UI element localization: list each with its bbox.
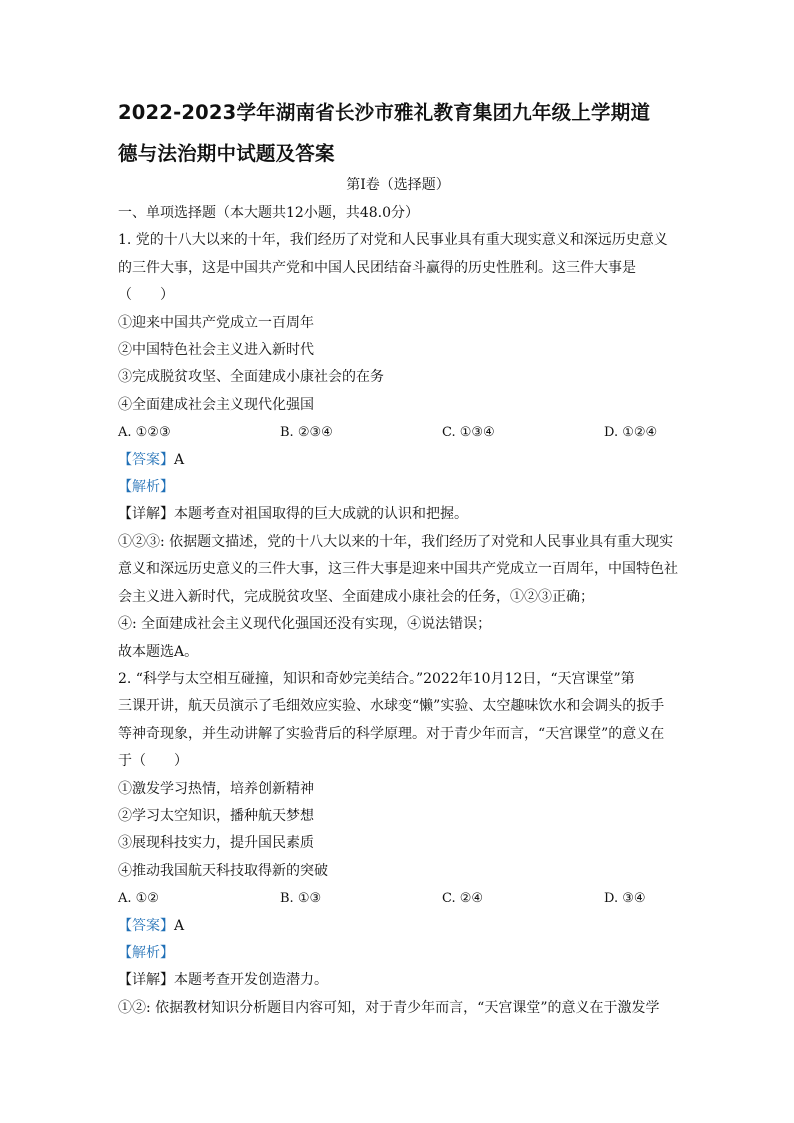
option-d: D. ③④ bbox=[604, 891, 646, 907]
answer-options bbox=[118, 885, 678, 912]
detail-line bbox=[118, 967, 678, 994]
answer-label: 【答案】 bbox=[118, 451, 174, 468]
question-stem-line: 的三件大事，这是中国共产党和中国人民团结奋斗赢得的历史性胜利。这三件大事是 bbox=[118, 259, 636, 276]
statement-item: ③展现科技实力，提升国民素质 bbox=[118, 835, 314, 852]
option-c: C. ②④ bbox=[442, 891, 484, 907]
answer-line bbox=[118, 447, 678, 474]
detail-line bbox=[118, 501, 678, 528]
option-b: B. ①③ bbox=[280, 891, 322, 907]
option-b: B. ②③④ bbox=[280, 425, 333, 441]
explanation-line: ①②③: 依据题文描述，党的十八大以来的十年，我们经历了对党和人民事业具有重大现实 bbox=[118, 533, 674, 550]
statement-item: ②学习太空知识，播种航天梦想 bbox=[118, 807, 314, 824]
statement-item: ①迎来中国共产党成立一百周年 bbox=[118, 314, 314, 331]
statement-item: ④全面建成社会主义现代化强国 bbox=[118, 396, 314, 413]
title-line-1: 2022-2023学年湖南省长沙市雅礼教育集团九年级上学期道 bbox=[118, 101, 651, 124]
question-stem-line: 等神奇现象，并生动讲解了实验背后的科学原理。对于青少年而言，“天宫课堂”的意义在 bbox=[118, 725, 665, 742]
question-stem-line: 三课开讲，航天员演示了毛细效应实验、水球变“懒”实验、太空趣味饮水和会调头的扳手 bbox=[118, 698, 665, 715]
option-c: C. ①③④ bbox=[442, 425, 495, 441]
statement-item: ③完成脱贫攻坚、全面建成小康社会的在务 bbox=[118, 369, 384, 386]
statement-item: ④推动我国航天科技取得新的突破 bbox=[118, 862, 328, 879]
explanation-line: 会主义进入新时代，完成脱贫攻坚、全面建成小康社会的任务，①②③正确； bbox=[118, 588, 594, 605]
analysis-label: 【解析】 bbox=[118, 479, 174, 496]
detail-label: 【详解】 bbox=[118, 972, 174, 989]
analysis-label: 【解析】 bbox=[118, 944, 174, 961]
answer-options bbox=[118, 419, 678, 446]
answer-line bbox=[118, 913, 678, 940]
statement-item: ①激发学习热情，培养创新精神 bbox=[118, 780, 314, 797]
question-1 bbox=[118, 227, 678, 666]
document-title bbox=[118, 92, 678, 174]
detail-label: 【详解】 bbox=[118, 506, 174, 523]
title-line-2: 德与法治期中试题及答案 bbox=[118, 142, 335, 165]
option-a: A. ①②③ bbox=[118, 425, 171, 441]
section-heading: 一、单项选择题（本大题共12小题，共48.0分） bbox=[118, 205, 419, 221]
explanation-line: ①②: 依据教材知识分析题目内容可知，对于青少年而言，“天宫课堂”的意义在于激发学 bbox=[118, 999, 660, 1016]
answer-value: A bbox=[174, 451, 185, 468]
option-d: D. ①②④ bbox=[604, 425, 658, 441]
question-2 bbox=[118, 666, 678, 1022]
question-stem-line: 于（ ） bbox=[118, 753, 188, 770]
question-stem-line: 1. 党的十八大以来的十年，我们经历了对党和人民事业具有重大现实意义和深远历史意义 bbox=[118, 232, 668, 249]
explanation-line: 意义和深远历史意义的三件大事，这三件大事是迎来中国共产党成立一百周年，中国特色社 bbox=[118, 561, 678, 578]
explanation-line: 故本题选A。 bbox=[118, 643, 199, 660]
detail-text: 本题考查对祖国取得的巨大成就的认识和把握。 bbox=[174, 506, 468, 523]
statement-item: ②中国特色社会主义进入新时代 bbox=[118, 342, 314, 359]
answer-value: A bbox=[174, 917, 185, 934]
detail-text: 本题考查开发创造潜力。 bbox=[174, 972, 328, 989]
explanation-line: ④: 全面建成社会主义现代化强国还没有实现，④说法错误； bbox=[118, 616, 492, 633]
volume-heading: 第I卷（选择题） bbox=[346, 177, 450, 193]
question-stem-line: （ ） bbox=[118, 287, 174, 304]
document-page bbox=[118, 92, 678, 1022]
question-stem-line: 2. “科学与太空相互碰撞，知识和奇妙完美结合。”2022年10月12日，“天宫课堂”第 bbox=[118, 670, 635, 687]
option-a: A. ①② bbox=[118, 891, 159, 907]
answer-label: 【答案】 bbox=[118, 917, 174, 934]
